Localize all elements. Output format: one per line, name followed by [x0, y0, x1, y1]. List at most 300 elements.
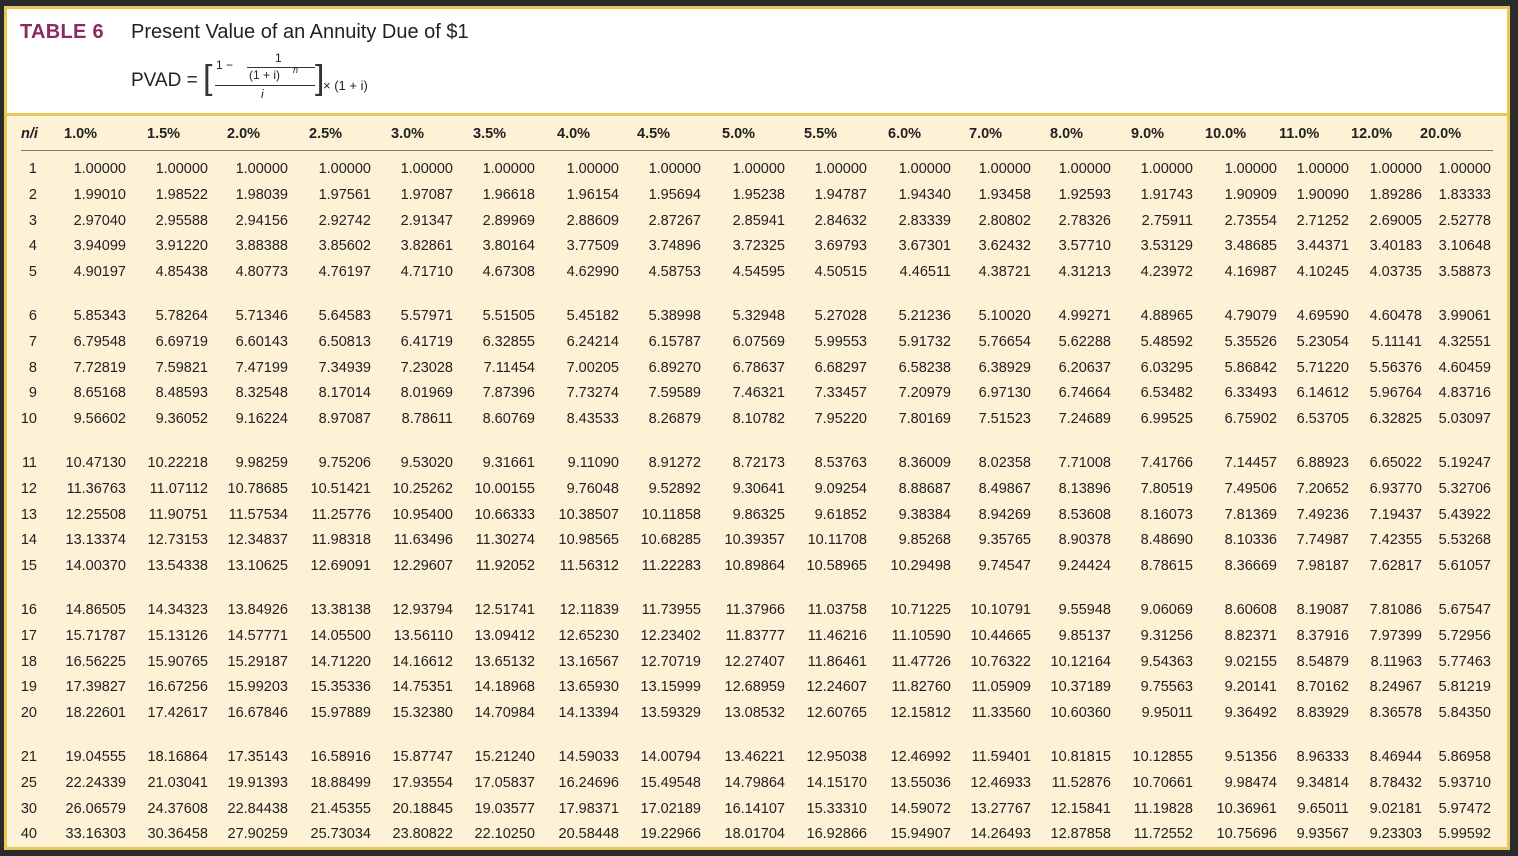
table-cell: 14.00370	[65, 558, 126, 575]
table-cell: 19.04555	[65, 749, 126, 765]
table-cell: 8.72173	[732, 455, 785, 471]
table-cell: 10.71225	[890, 602, 951, 618]
table-cell: 13.13374	[65, 532, 126, 549]
table-cell: 14.71220	[310, 653, 371, 670]
table-cell: 10.98565	[558, 532, 619, 549]
table-cell: 7.19437	[1369, 506, 1422, 523]
table-cell: 7.80519	[1140, 480, 1193, 497]
table-cell: 7.49236	[1296, 506, 1349, 523]
table-cell: 9.24424	[1058, 558, 1111, 575]
table-cell: 9.36052	[155, 411, 208, 428]
column-header-rate: 4.0%	[557, 126, 591, 142]
table-cell: 1.92593	[1058, 186, 1111, 203]
column-header-rate: 11.0%	[1279, 126, 1320, 142]
table-cell: 1.00000	[1224, 161, 1277, 177]
table-cell: 1.00000	[235, 161, 288, 177]
table-row	[7, 158, 1507, 180]
column-header-rate: 2.5%	[309, 126, 343, 142]
table-cell: 5.64583	[318, 308, 371, 324]
table-cell: 1.00000	[1438, 161, 1491, 177]
table-cell: 10.29498	[890, 558, 951, 575]
table-cell: 2.73554	[1224, 212, 1277, 229]
table-cell: 2.87267	[648, 212, 701, 229]
table-cell: 2.78326	[1058, 212, 1111, 229]
table-cell: 6.20637	[1058, 359, 1111, 376]
formula-close-bracket: ]	[315, 59, 325, 97]
table-cell: 9.61852	[814, 506, 867, 523]
table-cell: 7.95220	[814, 411, 867, 428]
table-cell: 15.35336	[310, 679, 371, 696]
table-cell: 5.86842	[1224, 359, 1277, 376]
table-cell: 10.89864	[724, 558, 785, 575]
table-cell: 2.52778	[1438, 212, 1491, 229]
header-divider	[21, 150, 1493, 151]
formula-lhs: PVAD =	[131, 70, 198, 91]
table-row	[7, 555, 1507, 577]
table-cell: 10.12855	[1132, 749, 1193, 765]
table-cell: 5.10020	[978, 308, 1031, 324]
column-header-rate: 6.0%	[888, 126, 922, 142]
table-cell: 5.84350	[1438, 705, 1491, 722]
table-cell: 9.53020	[400, 455, 453, 471]
table-cell: 16.67256	[147, 679, 208, 696]
table-cell: 6.68297	[814, 359, 867, 376]
table-cell: 5.57971	[400, 308, 453, 324]
table-cell: 7.62817	[1369, 558, 1422, 575]
row-period: 10	[20, 411, 37, 428]
table-cell: 8.82371	[1224, 627, 1277, 644]
table-cell: 13.59329	[640, 705, 701, 722]
table-cell: 7.87396	[482, 385, 535, 402]
table-cell: 8.90378	[1058, 532, 1111, 549]
table-cell: 1.99010	[73, 186, 126, 203]
table-cell: 8.37916	[1296, 627, 1349, 644]
formula-open-bracket: [	[203, 59, 213, 97]
table-cell: 10.75696	[1216, 826, 1277, 843]
table-cell: 13.54338	[147, 558, 208, 575]
table-cell: 4.60459	[1438, 359, 1491, 376]
table-cell: 10.22218	[147, 455, 208, 471]
table-cell: 14.59033	[558, 749, 619, 765]
table-cell: 8.53763	[814, 455, 867, 471]
table-cell: 11.57534	[228, 506, 288, 523]
table-cell: 5.32948	[732, 308, 785, 324]
table-cell: 11.33560	[971, 705, 1031, 722]
table-cell: 3.44371	[1296, 238, 1349, 255]
table-cell: 3.72325	[732, 238, 785, 255]
table-cell: 14.15170	[806, 774, 867, 791]
table-cell: 11.37966	[725, 602, 785, 618]
table-cell: 21.03041	[147, 774, 208, 791]
table-cell: 12.69091	[310, 558, 371, 575]
table-cell: 2.83339	[898, 212, 951, 229]
column-header-rate: 9.0%	[1131, 126, 1165, 142]
table-cell: 6.14612	[1296, 385, 1349, 402]
table-cell: 8.78611	[401, 411, 453, 428]
table-cell: 6.07569	[732, 333, 785, 350]
table-cell: 8.10782	[732, 411, 785, 428]
table-cell: 13.65930	[558, 679, 619, 696]
table-cell: 7.33457	[814, 385, 867, 402]
table-cell: 8.48593	[155, 385, 208, 402]
row-period: 11	[21, 455, 37, 471]
table-cell: 10.47130	[65, 455, 126, 471]
table-cell: 5.35526	[1224, 333, 1277, 350]
table-cell: 10.39357	[724, 532, 785, 549]
table-cell: 7.74987	[1296, 532, 1349, 549]
column-header-rate: 2.0%	[227, 126, 261, 142]
table-cell: 1.83333	[1438, 186, 1491, 203]
table-cell: 6.33493	[1224, 385, 1277, 402]
table-cell: 8.19087	[1296, 602, 1349, 618]
table-cell: 2.91347	[400, 212, 453, 229]
table-cell: 6.99525	[1140, 411, 1193, 428]
table-cell: 23.80822	[392, 826, 453, 843]
column-header-n-i: n/i	[21, 126, 38, 142]
table-cell: 1.95238	[732, 186, 785, 203]
row-period: 1	[28, 161, 37, 177]
table-cell: 3.40183	[1369, 238, 1422, 255]
table-cell: 14.57771	[227, 627, 288, 644]
row-period: 25	[20, 774, 37, 791]
table-cell: 2.71252	[1296, 212, 1349, 229]
table-cell: 7.11454	[483, 359, 535, 376]
table-cell: 4.46511	[899, 264, 951, 281]
table-cell: 9.34814	[1296, 774, 1349, 791]
table-cell: 15.87747	[392, 749, 453, 765]
table-cell: 1.00000	[482, 161, 535, 177]
table-cell: 6.50813	[318, 333, 371, 350]
table-cell: 11.86461	[807, 653, 867, 670]
table-cell: 5.96764	[1369, 385, 1422, 402]
table-cell: 4.80773	[235, 264, 288, 281]
table-cell: 14.26493	[970, 826, 1031, 843]
row-period: 21	[20, 749, 37, 765]
table-cell: 8.49867	[978, 480, 1031, 497]
table-cell: 6.78637	[732, 359, 785, 376]
table-cell: 13.38138	[310, 602, 371, 618]
table-cell: 16.67846	[227, 705, 288, 722]
table-cell: 6.53482	[1140, 385, 1193, 402]
table-cell: 8.48690	[1140, 532, 1193, 549]
table-cell: 6.15787	[648, 333, 701, 350]
table-cell: 14.05500	[310, 627, 371, 644]
table-cell: 14.16612	[392, 653, 453, 670]
table-cell: 11.63496	[393, 532, 453, 549]
table-cell: 22.10250	[474, 826, 535, 843]
table-cell: 3.88388	[235, 238, 288, 255]
row-period: 15	[20, 558, 37, 575]
table-cell: 13.08532	[724, 705, 785, 722]
table-cell: 4.88965	[1140, 308, 1193, 324]
table-row	[7, 305, 1507, 327]
table-cell: 5.19247	[1438, 455, 1491, 471]
table-cell: 9.93567	[1296, 826, 1349, 843]
column-header-rate: 1.0%	[64, 126, 98, 142]
table-cell: 1.96154	[566, 186, 619, 203]
table-cell: 5.23054	[1296, 333, 1349, 350]
table-cell: 4.85438	[155, 264, 208, 281]
table-cell: 10.36961	[1216, 800, 1277, 817]
table-cell: 2.97040	[73, 212, 126, 229]
table-cell: 11.30274	[475, 532, 535, 549]
column-header-rate: 5.0%	[722, 126, 756, 142]
table-cell: 1.96618	[482, 186, 535, 203]
table-cell: 5.93710	[1438, 774, 1491, 791]
annuity-table	[7, 116, 1507, 847]
table-cell: 3.62432	[978, 238, 1031, 255]
column-header-rate: 12.0%	[1351, 126, 1393, 142]
table-cell: 8.13896	[1058, 480, 1111, 497]
table-cell: 7.42355	[1369, 532, 1422, 549]
table-cell: 2.85941	[732, 212, 785, 229]
table-cell: 7.49506	[1224, 480, 1277, 497]
table-cell: 11.03758	[807, 602, 867, 618]
table-cell: 5.71220	[1296, 359, 1349, 376]
table-cell: 4.79079	[1224, 308, 1277, 324]
table-cell: 10.95400	[392, 506, 453, 523]
table-cell: 4.90197	[73, 264, 126, 281]
table-cell: 12.93794	[392, 602, 453, 618]
table-cell: 5.53268	[1438, 532, 1491, 549]
table-header	[7, 9, 1507, 116]
table-cell: 6.24214	[566, 333, 619, 350]
table-cell: 27.90259	[227, 826, 288, 843]
column-header-rate: 3.0%	[391, 126, 425, 142]
table-row	[7, 382, 1507, 404]
table-cell: 5.03097	[1438, 411, 1491, 428]
table-cell: 3.67301	[898, 238, 951, 255]
table-cell: 10.11708	[807, 532, 867, 549]
table-cell: 11.22283	[641, 558, 701, 575]
table-row	[7, 702, 1507, 724]
table-cell: 6.65022	[1369, 455, 1422, 471]
table-row	[7, 798, 1507, 820]
table-cell: 12.46933	[970, 774, 1031, 791]
table-cell: 1.91743	[1140, 186, 1193, 203]
column-header-rate: 20.0%	[1420, 126, 1462, 142]
table-cell: 9.02155	[1224, 653, 1277, 670]
table-cell: 3.85602	[318, 238, 371, 255]
table-row	[7, 357, 1507, 379]
row-period: 19	[20, 679, 37, 696]
table-cell: 1.94340	[898, 186, 951, 203]
table-cell: 8.26879	[648, 411, 701, 428]
table-cell: 4.03735	[1369, 264, 1422, 281]
row-period: 9	[28, 385, 37, 402]
table-cell: 9.55948	[1058, 602, 1111, 618]
table-cell: 8.70162	[1296, 679, 1349, 696]
table-cell: 3.99061	[1438, 308, 1491, 324]
table-cell: 8.10336	[1224, 532, 1277, 549]
row-period: 17	[20, 627, 37, 644]
formula-outer-denominator: i	[261, 87, 264, 101]
table-cell: 12.29607	[392, 558, 453, 575]
table-cell: 11.73955	[641, 602, 701, 618]
row-period: 13	[20, 506, 37, 523]
table-cell: 15.97889	[310, 705, 371, 722]
table-cell: 10.38507	[558, 506, 619, 523]
table-cell: 19.22966	[640, 826, 701, 843]
row-period: 6	[28, 308, 37, 324]
table-cell: 5.27028	[814, 308, 867, 324]
table-cell: 4.31213	[1058, 264, 1111, 281]
table-cell: 17.35143	[227, 749, 288, 765]
table-row	[7, 772, 1507, 794]
table-cell: 8.17014	[318, 385, 371, 402]
table-cell: 9.02181	[1369, 800, 1422, 817]
table-cell: 11.59401	[971, 749, 1031, 765]
table-cell: 11.25776	[311, 506, 371, 523]
table-cell: 1.00000	[732, 161, 785, 177]
table-cell: 12.70719	[640, 653, 701, 670]
column-header-rate: 1.5%	[147, 126, 181, 142]
table-cell: 15.99203	[227, 679, 288, 696]
table-cell: 4.62990	[566, 264, 619, 281]
table-cell: 1.00000	[648, 161, 701, 177]
table-cell: 7.23028	[400, 359, 453, 376]
table-cell: 2.89969	[482, 212, 535, 229]
table-cell: 1.00000	[155, 161, 208, 177]
table-cell: 6.79548	[73, 333, 126, 350]
table-cell: 11.07112	[149, 480, 208, 497]
table-cell: 10.37189	[1050, 679, 1111, 696]
table-cell: 5.48592	[1140, 333, 1193, 350]
table-cell: 10.00155	[474, 480, 535, 497]
table-cell: 4.99271	[1058, 308, 1111, 324]
table-cell: 14.18968	[474, 679, 535, 696]
table-cell: 15.13126	[147, 627, 208, 644]
table-cell: 14.75351	[392, 679, 453, 696]
table-frame	[4, 6, 1510, 850]
table-cell: 7.20652	[1296, 480, 1349, 497]
table-cell: 19.91393	[227, 774, 288, 791]
table-cell: 8.65168	[73, 385, 126, 402]
table-cell: 1.89286	[1369, 186, 1422, 203]
table-cell: 5.72956	[1438, 627, 1491, 644]
table-cell: 1.00000	[73, 161, 126, 177]
table-cell: 3.10648	[1438, 238, 1491, 255]
table-cell: 13.09412	[474, 627, 535, 644]
formula-inner-denominator: (1 + i)	[249, 68, 281, 82]
table-cell: 3.74896	[648, 238, 701, 255]
formula-factor: × (1 + i)	[323, 78, 368, 93]
table-cell: 9.11090	[567, 455, 619, 471]
table-cell: 13.55036	[890, 774, 951, 791]
table-row	[7, 529, 1507, 551]
table-cell: 17.93554	[392, 774, 453, 791]
row-period: 12	[20, 480, 37, 497]
table-cell: 5.76654	[978, 333, 1031, 350]
table-cell: 4.58753	[648, 264, 701, 281]
table-cell: 13.84926	[227, 602, 288, 618]
table-cell: 5.51505	[482, 308, 535, 324]
table-cell: 22.84438	[227, 800, 288, 817]
table-cell: 3.91220	[155, 238, 208, 255]
table-cell: 9.31661	[482, 455, 535, 471]
table-cell: 18.22601	[65, 705, 126, 722]
table-cell: 5.32706	[1438, 480, 1491, 497]
table-cell: 11.90751	[148, 506, 208, 523]
table-cell: 4.54595	[732, 264, 785, 281]
table-row	[7, 408, 1507, 430]
column-header-row	[7, 123, 1507, 145]
table-cell: 7.97399	[1369, 627, 1422, 644]
table-cell: 5.97472	[1438, 800, 1491, 817]
table-cell: 1.93458	[978, 186, 1031, 203]
table-cell: 3.48685	[1224, 238, 1277, 255]
row-period: 18	[20, 653, 37, 670]
table-cell: 6.41719	[400, 333, 453, 350]
table-cell: 6.89270	[648, 359, 701, 376]
table-cell: 11.83777	[725, 627, 785, 644]
table-cell: 1.00000	[400, 161, 453, 177]
table-cell: 3.80164	[482, 238, 535, 255]
table-cell: 11.46216	[807, 627, 867, 644]
table-cell: 12.34837	[227, 532, 288, 549]
table-cell: 2.80802	[978, 212, 1031, 229]
table-cell: 11.47726	[891, 653, 951, 670]
table-cell: 7.24689	[1058, 411, 1111, 428]
table-cell: 6.88923	[1296, 455, 1349, 471]
table-cell: 3.82861	[400, 238, 453, 255]
table-cell: 9.75563	[1140, 679, 1193, 696]
table-cell: 15.32380	[392, 705, 453, 722]
table-cell: 14.79864	[724, 774, 785, 791]
table-cell: 8.36578	[1369, 705, 1422, 722]
table-cell: 12.51741	[474, 602, 535, 618]
table-cell: 26.06579	[65, 800, 126, 817]
table-cell: 24.37608	[147, 800, 208, 817]
table-cell: 3.69793	[814, 238, 867, 255]
table-cell: 8.11963	[1370, 653, 1422, 670]
table-cell: 12.65230	[558, 627, 619, 644]
table-cell: 15.49548	[640, 774, 701, 791]
table-cell: 16.14107	[724, 800, 785, 817]
table-title: Present Value of an Annuity Due of $1	[131, 21, 469, 43]
table-cell: 15.21240	[474, 749, 535, 765]
table-cell: 1.00000	[814, 161, 867, 177]
table-cell: 17.39827	[65, 679, 126, 696]
table-cell: 8.83929	[1296, 705, 1349, 722]
table-cell: 5.71346	[235, 308, 288, 324]
table-cell: 12.15841	[1050, 800, 1111, 817]
table-cell: 17.05837	[474, 774, 535, 791]
table-cell: 1.00000	[1369, 161, 1422, 177]
table-cell: 15.71787	[65, 627, 126, 644]
table-cell: 16.58916	[310, 749, 371, 765]
table-cell: 13.10625	[227, 558, 288, 575]
table-cell: 10.25262	[392, 480, 453, 497]
table-cell: 5.77463	[1438, 653, 1491, 670]
table-cell: 8.78615	[1140, 558, 1193, 575]
table-cell: 5.61057	[1438, 558, 1491, 575]
table-cell: 7.00205	[566, 359, 619, 376]
table-cell: 4.76197	[318, 264, 371, 281]
table-cell: 9.30641	[732, 480, 785, 497]
table-cell: 14.59072	[890, 800, 951, 817]
table-cell: 2.95588	[155, 212, 208, 229]
table-cell: 14.34323	[147, 602, 208, 618]
table-cell: 9.85268	[898, 532, 951, 549]
table-cell: 11.92052	[475, 558, 535, 575]
table-row	[7, 210, 1507, 232]
table-cell: 8.94269	[978, 506, 1031, 523]
column-header-rate: 7.0%	[969, 126, 1003, 142]
table-cell: 12.15812	[890, 705, 951, 722]
row-period: 3	[28, 212, 37, 229]
table-cell: 17.02189	[640, 800, 701, 817]
